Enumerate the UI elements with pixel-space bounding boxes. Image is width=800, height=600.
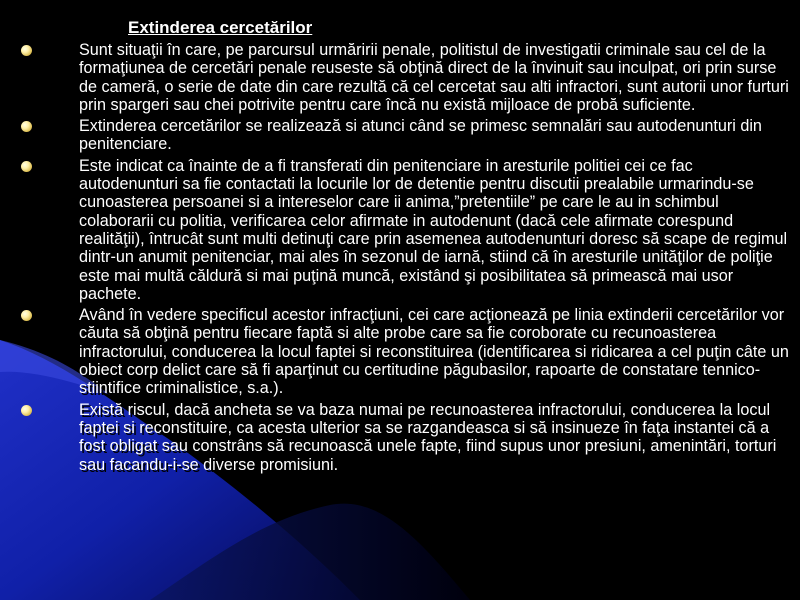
bullet-item <box>0 306 795 397</box>
bullet-dot-icon <box>21 405 32 416</box>
bullet-text: Extinderea cercetărilor se realizează si atunci când se primesc semnalări sau autodenunturi din penitenciare. <box>79 117 762 154</box>
bullet-item <box>0 401 795 474</box>
bullet-text: Este indicat ca înainte de a fi transferati din penitenciare in aresturile politiei cei ce fac autodenunturi sa fie contactati la locurile lor de detentie pentru discutii prealabile urmarindu-se cunoasterea persoanei si a intereselor care ii anima,”pretentiile” pe care le au in schimbul colaborarii cu politia, verificarea celor afirmate in autodenunt (dacă cele afirmate corespund realităţii), întrucât sunt multi detinuţi care prin asemenea autodenunturi doresc să scape de regimul dintr-un anumit penitenciar, mai ales în sezonul de iarnă, stiind că în aresturile unităţilor de poliţie este mai multă căldură si mai puţină muncă, existând şi posibilitatea să primească mai usor pachete. <box>79 156 788 303</box>
bullet-dot-icon <box>21 310 32 321</box>
bullet-item <box>0 117 795 154</box>
bullet-item <box>0 157 795 303</box>
bullet-text: Sunt situaţii în care, pe parcursul urmăririi penale, politistul de investigatii criminale sau cel de la formaţiunea de cercetări penale reuseste să obţină direct de la învinuit sau inculpat, ori prin surse de cameră, o serie de date din care rezultă că cel cercetat sau alti infractori, sunt autorii unor furturi prin spargeri sau chei potrivite pentru care încă nu există mijloace de probă suficiente. <box>79 41 789 114</box>
bullet-dot-icon <box>21 121 32 132</box>
bullet-dot-icon <box>21 45 32 56</box>
bullet-text: Având în vedere specificul acestor infracţiuni, cei care acţionează pe linia extinderii cercetărilor vor căuta să obţină pentru fiecare faptă si alte probe care sa fie coroborate cu recunoasterea infractorului, conducerea la locul faptei si reconstituirea (identificarea si ridicarea a cel puţin câte un obiect corp delict care să fi aparţinut cu certitudine păgubasilor, rapoarte de constatare tennico-stiintifice criminalistice, s.a.). <box>79 306 789 398</box>
bullet-list <box>0 41 795 477</box>
slide-title: Extinderea cercetărilor <box>128 18 313 37</box>
bullet-text: Există riscul, dacă ancheta se va baza numai pe recunoasterea infractorului, conducerea la locul faptei si reconstituire, ca acesta ulterior sa se razgandeasca si să insinueze în faţa instantei că a fost obligat sau constrâns să recunoască unele fapte, fiind supus unor presiuni, amenintări, torturi sau facandu-i-se diverse promisiuni. <box>79 400 777 474</box>
bullet-item <box>0 41 795 114</box>
bullet-dot-icon <box>21 161 32 172</box>
